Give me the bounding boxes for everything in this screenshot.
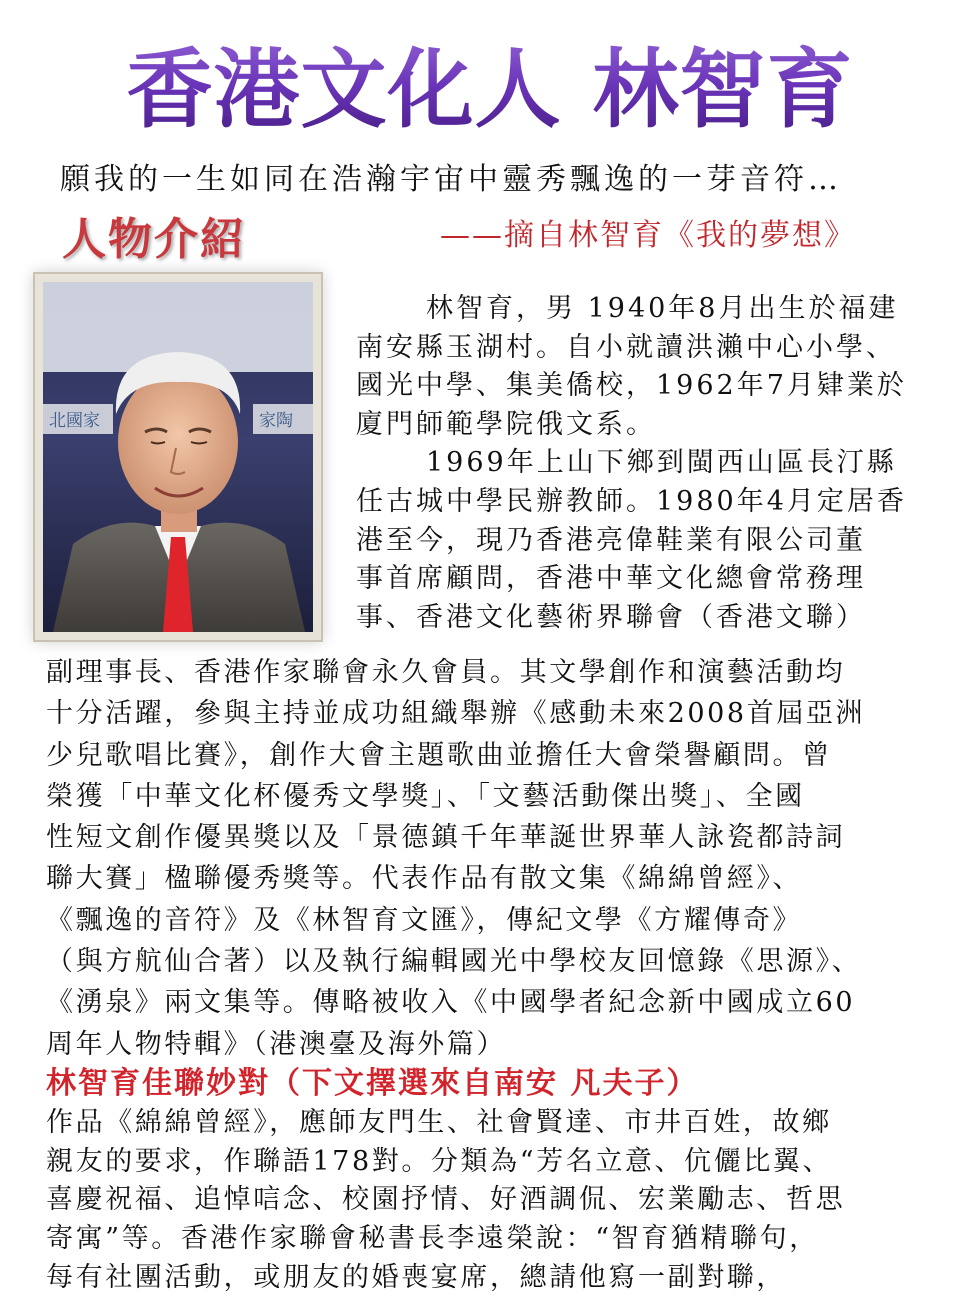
couplet-line: 親友的要求，作聯語178對。分類為“芳名立意、伉儷比翼、 <box>46 1145 833 1177</box>
biography-intro <box>356 290 956 637</box>
bio-line: 南安縣玉湖村。自小就讀洪瀨中心小學、 <box>356 331 896 363</box>
couplet-line: 喜慶祝福、追悼唁念、校園抒情、好酒調侃、宏業勵志、哲思 <box>46 1184 846 1216</box>
couplet-section-heading: 林智育佳聯妙對（下文擇選來自南安 凡夫子） <box>46 1066 699 1101</box>
bio-line: 十分活躍，參與主持並成功組織舉辦《感動未來2008首屆亞洲 <box>46 698 866 730</box>
bio-line: 周年人物特輯》（港澳臺及海外篇） <box>46 1028 507 1060</box>
section-heading-profile: 人物介紹 <box>62 214 246 265</box>
bio-line: 廈門師範學院俄文系。 <box>356 408 656 440</box>
motto-quote: 願我的一生如同在浩瀚宇宙中靈秀飄逸的一芽音符… <box>60 162 842 197</box>
bio-line: （與方航仙合著）以及執行編輯國光中學校友回憶錄《思源》、 <box>46 946 862 978</box>
portrait-photo <box>33 272 323 642</box>
backdrop-text-right: 家陶 <box>259 411 293 431</box>
bio-line: 副理事長、香港作家聯會永久會員。其文學創作和演藝活動均 <box>46 657 846 688</box>
bio-line: 《湧泉》兩文集等。傳略被收入《中國學者紀念新中國成立60 <box>46 987 856 1019</box>
quote-source: ——摘自林智育《我的夢想》 <box>440 218 856 253</box>
bio-line: 港至今，現乃香港亮偉鞋業有限公司董 <box>356 524 866 556</box>
bio-line: 任古城中學民辦教師。1980年4月定居香 <box>356 485 907 517</box>
biography-continued <box>46 652 962 1065</box>
backdrop-text-left: 北國家 <box>49 411 100 431</box>
portrait-image <box>43 282 313 632</box>
bio-line: 聯大賽」楹聯優秀獎等。代表作品有散文集《綿綿曾經》、 <box>46 863 803 895</box>
page-title-block <box>0 42 980 152</box>
bio-line: 國光中學、集美僑校，1962年7月肄業於 <box>356 370 907 402</box>
couplet-line: 作品《綿綿曾經》，應師友門生、社會賢達、市井百姓，故鄉 <box>46 1107 832 1138</box>
couplet-line: 寄寓”等。香港作家聯會秘書長李遠榮說：“智育猶精聯句， <box>46 1223 819 1255</box>
bio-line: 《飄逸的音符》及《林智育文匯》，傳紀文學《方耀傳奇》 <box>46 904 803 936</box>
bio-line: 事、香港文化藝術界聯會（香港文聯） <box>356 601 866 633</box>
bio-line: 榮獲「中華文化杯優秀文學獎」、「文藝活動傑出獎」、全國 <box>46 780 805 812</box>
page-title: 香港文化人 林智育 <box>126 40 854 140</box>
couplet-line: 每有社團活動，或朋友的婚喪宴席，總請他寫一副對聯， <box>46 1261 786 1293</box>
bio-line: 少兒歌唱比賽》，創作大會主題歌曲並擔任大會榮譽顧問。曾 <box>46 739 832 771</box>
bio-line: 事首席顧問，香港中華文化總會常務理 <box>356 563 866 595</box>
bio-line: 性短文創作優異獎以及「景德鎮千年華誕世界華人詠瓷都詩詞 <box>46 822 846 854</box>
bio-line: 林智育，男 1940年8月出生於福建 <box>426 293 899 324</box>
couplet-section-body <box>46 1104 962 1298</box>
bio-line: 1969年上山下鄉到閩西山區長汀縣 <box>426 447 897 479</box>
